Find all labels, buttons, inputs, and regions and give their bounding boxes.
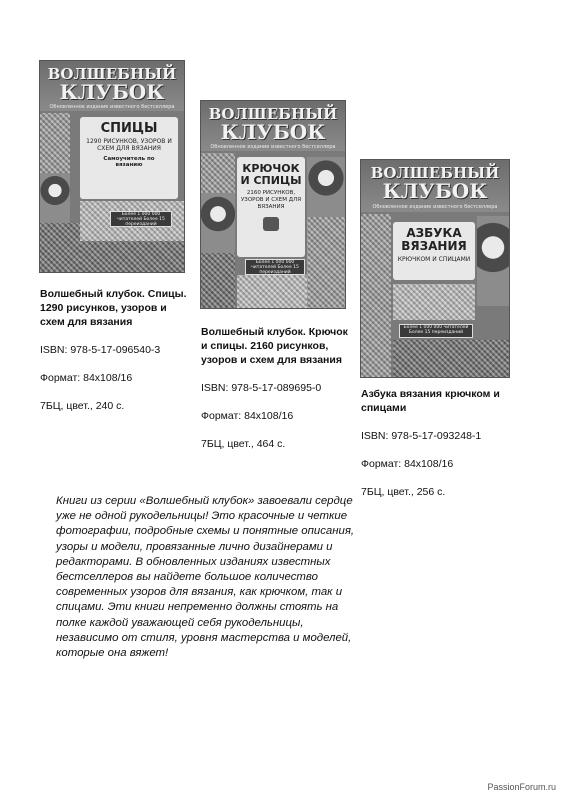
cover-pattern [393,340,509,377]
cover-series-title: ВОЛШЕБНЫЙ [370,164,500,182]
book-cover-1 [40,61,184,272]
cover-series-title-2: КЛУБОК [59,80,165,104]
book-isbn: ISBN: 978-5-17-089695-0 [201,382,322,394]
cover-panel-text: 2160 РИСУНКОВ, УЗОРОВ И СХЕМ ДЛЯ ВЯЗАНИЯ [240,190,302,210]
watermark-footer[interactable]: PassionForum.ru [487,782,556,792]
cover-badge: Более 1 000 000 читателей Более 15 переизданий [399,324,473,338]
book-cover-3 [361,160,509,377]
cover-subtitle: Обновленное издание известного бестселлера [210,144,336,150]
cover-panel-note: Самоучитель по вязанию [103,156,155,168]
cover-panel-title: СПИЦЫ [100,121,158,136]
cover-series-title: ВОЛШЕБНЫЙ [208,105,338,123]
cover-series-title-2: КЛУБОК [220,120,326,144]
description-paragraph: Книги из серии «Волшебный клубок» завоевали сердце уже не одной рукодельницы! Это красочные и четкие фотографии, подробные схемы и понятные описания, узоры и модели, провязанные лично дизайнерами и редакторами. В обновленных изданиях известных бестселлеров вы найдете большое количество современных узоров для вязания, как крючком, так и спицами. Эти книги непременно должны стоять на полке каждой уважающей себя рукодельницы, независимо от стиля, уровня мастерства и моделей, которые она вяжет! [56,495,355,660]
cover-series-title: ВОЛШЕБНЫЙ [47,65,177,83]
book-info-2 [201,325,351,451]
cover-panel-title: КРЮЧОК И СПИЦЫ [240,162,302,187]
book-title: Волшебный клубок. Спицы. 1290 рисунков, узоров и схем для вязания [40,288,187,328]
cover-badge: Более 1 000 000 читателей Более 15 переизданий [245,259,305,275]
cover-subtitle: Обновленное издание известного бестселлера [49,104,175,110]
cover-pattern [201,153,235,193]
cover-pattern [361,214,391,377]
book-info-1 [40,287,190,413]
book-format: Формат: 84x108/16 [361,458,454,470]
cover-panel-text: 1290 РИСУНКОВ, УЗОРОВ И СХЕМ ДЛЯ ВЯЗАНИЯ [86,138,172,152]
cover-badge: Более 1 000 000 читателей Более 15 переизданий [110,211,172,227]
cover-photo [307,157,345,217]
cover-photo [477,216,509,306]
cover-pattern [307,217,345,308]
book-title: Волшебный клубок. Крючок и спицы. 2160 рисунков, узоров и схем для вязания [201,326,348,366]
cover-series-title-2: КЛУБОК [382,179,488,203]
book-binding: 7БЦ, цвет., 256 с. [361,486,446,498]
book-isbn: ISBN: 978-5-17-093248-1 [361,430,482,442]
book-cover-2 [201,101,345,308]
book-format: Формат: 84x108/16 [201,410,294,422]
book-binding: 7БЦ, цвет., 240 с. [40,400,125,412]
cover-panel [393,222,475,280]
book-info-3 [361,387,511,499]
cover-pattern [40,223,80,272]
cover-photo [40,173,70,223]
cover-panel-title: АЗБУКА ВЯЗАНИЯ [401,226,467,253]
gift-box-icon [263,217,279,231]
cover-pattern [40,113,70,173]
cover-subtitle: Обновленное издание известного бестселлера [372,204,498,210]
cover-pattern [393,284,475,320]
book-binding: 7БЦ, цвет., 464 с. [201,438,286,450]
cover-photo [201,193,235,253]
cover-panel [80,117,178,199]
book-title: Азбука вязания крючком и спицами [361,388,500,414]
cover-pattern [201,253,235,308]
cover-pattern [237,275,307,308]
cover-pattern [80,241,184,272]
cover-panel [237,157,305,257]
book-format: Формат: 84x108/16 [40,372,133,384]
cover-panel-text: КРЮЧКОМ И СПИЦАМИ [397,256,471,263]
book-isbn: ISBN: 978-5-17-096540-3 [40,344,161,356]
